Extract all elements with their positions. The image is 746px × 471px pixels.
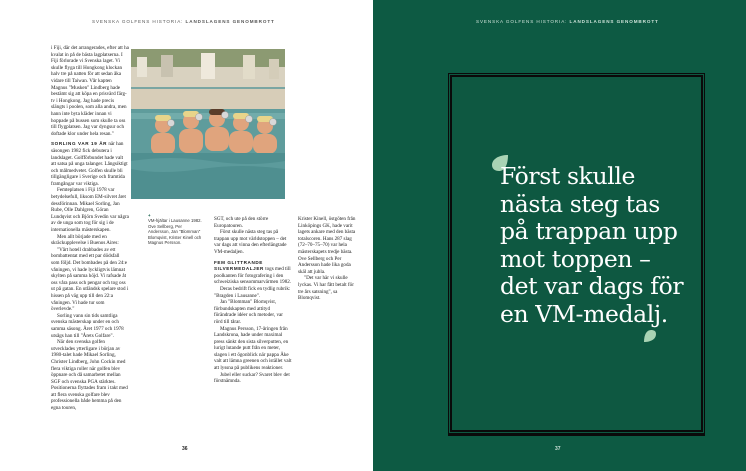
caption-plus-marker: +: [148, 213, 151, 218]
leaf-quote-close-icon: [643, 329, 657, 343]
caption-text: VM-hjältar i Lausanne 1982. Ove Sellberg, Per Andersson, Jan "Blomman" Blomqvist, Krister Kinell och Magnus Persson.: [148, 218, 202, 246]
running-head-light: SVENSKA GOLFENS HISTORIA:: [476, 19, 568, 24]
paragraph: Deras bedrift fick en tydlig rubrik: "Bragden i Lausanne".: [214, 285, 291, 299]
page-number-right: 37: [555, 446, 561, 452]
paragraph: Sorling vann sin tids samtliga svenska mästerskap under en och samma säsong. Året 1977 och 1978 utsågs han till "Årets Golfare".: [51, 312, 124, 339]
page-number-left: 36: [182, 446, 188, 452]
paragraph: Först skulle nästa steg tas på trappan upp mot världstoppen – det var dags att vinna den efterlängtade VM-medaljen.: [214, 229, 287, 255]
running-head-bold: LANDSLAGENS GENOMBROTT: [569, 19, 659, 24]
paragraph: Jubel eller suckar? Svaret blev det förstnämnda.: [214, 371, 290, 385]
text-column-2: [214, 216, 292, 456]
paragraph: i Fiji, där det arrangerades, efter att ha kvalat in på de bästa lagplatserna. I Fiji förlorade vi Svenska laget. Vi skulle flyga till Hongkong klockan halv tre på natten för att sedan åka vidare till Taiwan. Vår kapten Magnus "Musken" Lindberg hade bestämt sig att köpa en prisvärd färg-tv i Hongkong. Jag hade precis slängts i poolen, som alla andra, men hann inte byta kläder innan vi hoppade på bussen som skulle ta oss till flygplatsen. Jag var dyngsur och doftade klor under hela resan.": [51, 45, 129, 137]
pull-quote: Först skulle nästa steg tas på trappan upp mot toppen – det var dags för en VM-medalj.: [500, 162, 684, 328]
paragraph: "Vårt hotell drabbades av ett bombattentat med ett par dödsfall som följd. Det bombades på den 24:e våningen, vi hade lyckligtvis lämnat skylten på samma höjd. Vi rafsade åt oss våra pass och pengar och tog oss ut på gatan. En utländsk spelare stod i hissen på väg upp till den 22:a våningen. Vi hade tur som överlevde.": [51, 246, 129, 313]
text-column-1: [51, 45, 129, 455]
running-head-left: [92, 19, 275, 24]
paragraph: Magnus Persson, 17-åringen från Landskrona, hade under maximal press sänkt den sista silverputten, en lurigt lutande putt från en meter, slagen i ett ögonblick när pappa Åke valt att lämna greenen och istället valt att lyssna på publikens reaktioner.: [214, 325, 292, 372]
paragraph: Krister Kinell, östgöten från Linköpings GK, hade varit lagets ankare med den bästa totalscoren. Hans 287 slag (72–70–75–70) var hela mästerskapets tredje bästa. Ove Sellberg och Per Andersson hade lika goda skäl att jubla.: [298, 216, 356, 275]
paragraph: "Det var här vi skulle lyckas. Vi har fått betalt för tre års satsning", sa Blomqvist.: [298, 275, 354, 302]
paragraph: När den svenska golfen utvecklades ytterligare i början av 1980-talet hade Mikael Sorling, Christer Lindberg, John Cockin med flera viktiga roller när golfen blev öppnare och då samarbetet mellan SGF och svenska PGA stärktes. Positionerna flyttades fram i takt med att flera svenska golfare blev professionella både hemma på den egna touren,: [51, 339, 128, 412]
paragraph-with-subhead: [51, 141, 129, 187]
paragraph: SGT, och ute på den större Europatouren.: [214, 216, 269, 229]
subhead-continuation: togs med till poolkanten för fotografering i den schweiziska sensommarvärmen 1982.: [214, 266, 292, 286]
running-head-light: SVENSKA GOLFENS HISTORIA:: [92, 19, 184, 24]
team-pool-photo: [131, 49, 285, 199]
paragraph: Jan "Blomman" Blomqvist, förbundskapten med attityd förändrade idéer och metoder, var rörd till tårar.: [214, 299, 283, 325]
subhead-silvermedaljer: FEM GLITTRANDE SILVERMEDALJER: [214, 259, 264, 272]
paragraph: Men allt började med en skräckupplevelse i Buenos Aires:: [51, 233, 119, 247]
running-head-right: [476, 19, 659, 24]
subhead-continuation: när han säsongen 1982 fick debutera i landslaget. Golfförbundet hade valt att satsa på unga talanger. Långsiktigt och målmedvetet. Golfen skulle bli tillgängligare i Sverige och framtida framgångar var viktiga.: [51, 141, 128, 187]
paragraph: Femteplatsen i Fiji 1978 var betydelsefull, liksom EM-silvret året dessförinnan. Mikael Sorling, Jan Rube, Olle Dahlgren, Göran Lundqvist och Björn Svedin var några av de unga som tog för sig i de internationella mästerskapen.: [51, 187, 129, 234]
subhead-sorling: SORLING VAR 19 ÅR: [51, 141, 108, 147]
paragraph-with-subhead: [214, 260, 292, 286]
right-page: [373, 0, 746, 471]
photo-caption: [148, 213, 202, 245]
running-head-bold: LANDSLAGENS GENOMBROTT: [185, 19, 275, 24]
text-column-3: [298, 216, 360, 456]
